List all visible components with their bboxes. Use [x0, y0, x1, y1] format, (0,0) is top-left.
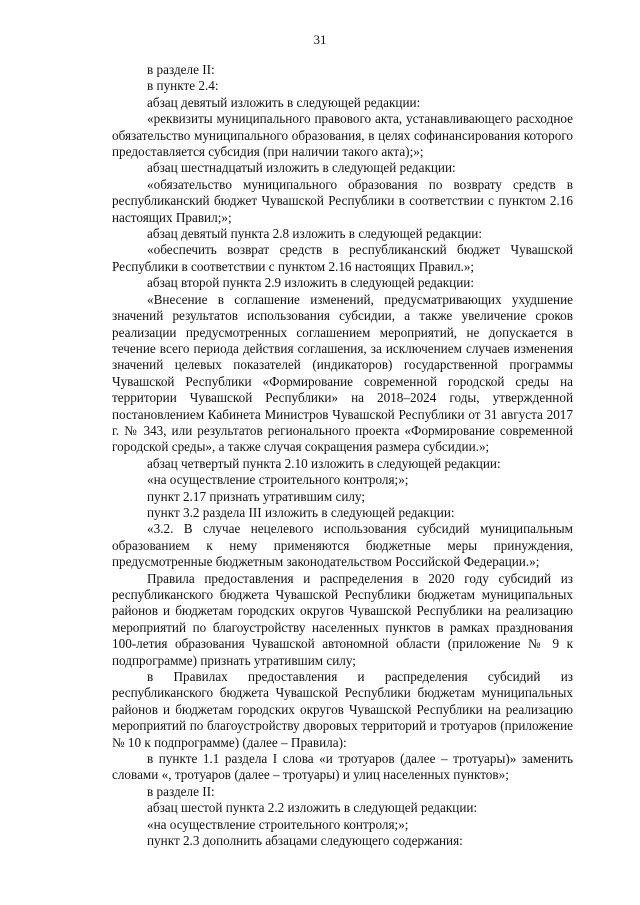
paragraph: «реквизиты муниципального правового акта, устанавливающего расходное обязательство муниципального образования, в целях софинансирования которого предоставляется субсидия (при наличии такого акта);»; — [112, 111, 573, 160]
paragraph: абзац шестнадцатый изложить в следующей редакции: — [147, 160, 456, 176]
paragraph: «обязательство муниципального образования по возврату средств в республиканский бюджет Чувашской Республики в соответствии с пунктом 2.16 настоящих Правил;»; — [112, 176, 573, 225]
paragraph: «Внесение в соглашение изменений, предусматривающих ухудшение значений результатов использования субсидии, а также увеличение сроков реализации предусмотренных соглашением мероприятий, не допускается в течение всего периода действия соглашения, за исключением случаев изменения значений целевых показателей (индикаторов) государственной программы Чувашской Республики «Формирование современной городской среды на территории Чувашской Республики» на 2018–2024 годы, утвержденной постановлением Кабинета Министров Чувашской Республики от 31 августа 2017 г. № 343, или результатов регионального проекта «Формирование современной городской среды», а также случая сокращения размера субсидии.»; — [112, 291, 573, 455]
paragraph: абзац девятый изложить в следующей редакции: — [147, 94, 421, 110]
paragraph: абзац четвертый пункта 2.10 изложить в следующей редакции: — [147, 455, 501, 471]
paragraph: пункт 3.2 раздела III изложить в следующей редакции: — [147, 504, 455, 520]
paragraph: «на осуществление строительного контроля;»; — [147, 472, 409, 488]
document-body — [112, 62, 573, 850]
paragraph: в пункте 2.4: — [147, 78, 219, 94]
paragraph: в Правилах предоставления и распределения субсидий из республиканского бюджета Чувашской Республики бюджетам муниципальных районов и бюджетам городских округов Чувашской Республики на реализацию мероприятий по благоустройству дворовых территорий и тротуаров (приложение № 10 к подпрограмме) (далее – Правила): — [112, 669, 573, 750]
paragraph: Правила предоставления и распределения в 2020 году субсидий из республиканского бюджета Чувашской Республики бюджетам муниципальных районов и бюджетам городских округов Чувашской Республики на реализацию мероприятий по благоустройству населенных пунктов в рамках празднования 100-летия образования Чувашской автономной области (приложение № 9 к подпрограмме) признать утратившим силу; — [112, 570, 573, 668]
paragraph: «обеспечить возврат средств в республиканский бюджет Чувашской Республики в соответствии с пунктом 2.16 настоящих Правил.»; — [112, 242, 573, 274]
paragraph: абзац девятый пункта 2.8 изложить в следующей редакции: — [147, 226, 483, 242]
paragraph: абзац второй пункта 2.9 изложить в следующей редакции: — [147, 275, 474, 291]
paragraph: пункт 2.17 признать утратившим силу; — [147, 488, 366, 504]
paragraph: в разделе II: — [147, 783, 215, 799]
paragraph: «на осуществление строительного контроля;»; — [147, 816, 409, 832]
paragraph: пункт 2.3 дополнить абзацами следующего содержания: — [147, 833, 463, 849]
paragraph: в пункте 1.1 раздела I слова «и тротуаров (далее – тротуары)» заменить словами «, тротуаров (далее – тротуары) и улиц населенных пунктов»; — [112, 751, 573, 783]
paragraph: в разделе II: — [147, 62, 215, 77]
paragraph: «3.2. В случае нецелевого использования субсидий муниципальным образованием к нему применяются бюджетные меры принуждения, предусмотренные бюджетным законодательством Российской Федерации.»; — [112, 521, 573, 570]
paragraph: абзац шестой пункта 2.2 изложить в следующей редакции: — [147, 800, 478, 816]
page-number: 31 — [313, 32, 327, 47]
